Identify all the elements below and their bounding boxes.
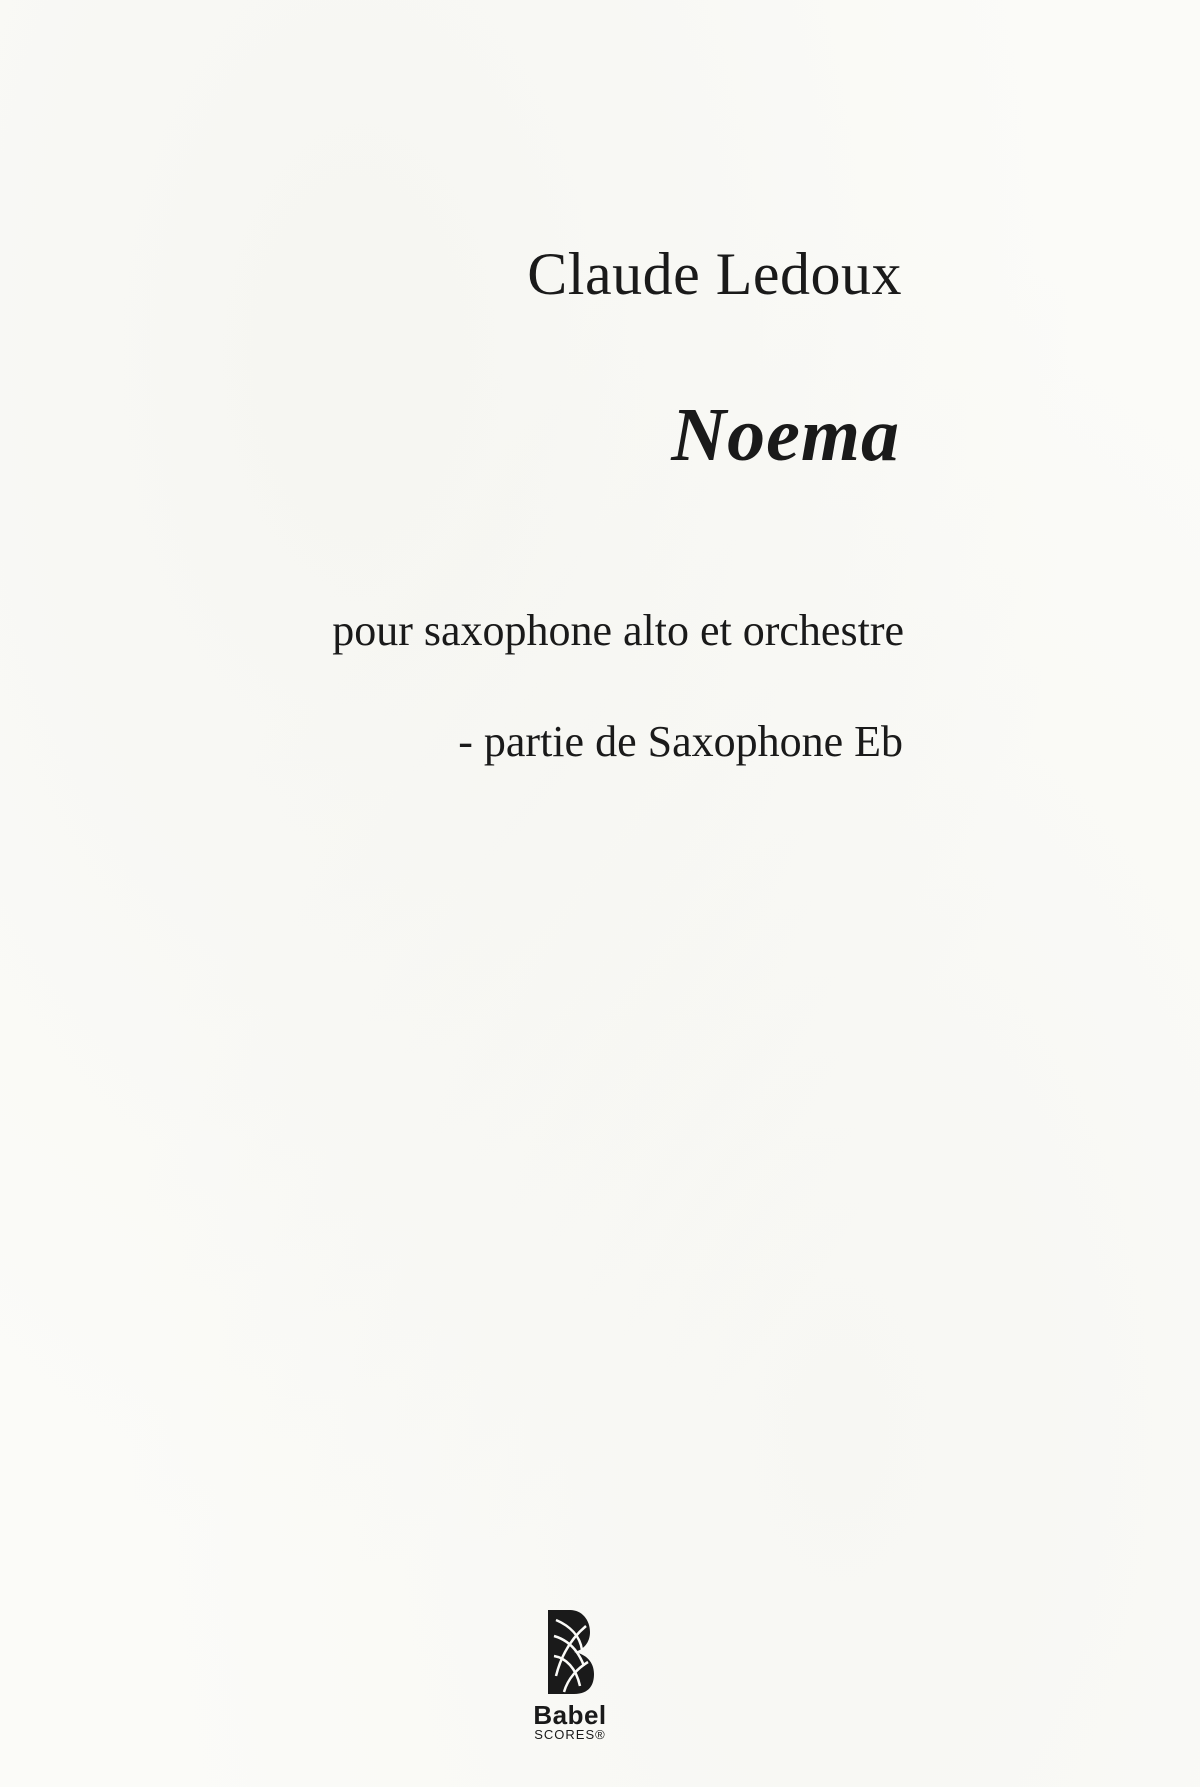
publisher-logo bbox=[520, 1606, 620, 1766]
instrumentation: pour saxophone alto et orchestre bbox=[332, 606, 904, 655]
publisher-subname: SCORES® bbox=[534, 1727, 606, 1742]
part-name: - partie de Saxophone Eb bbox=[458, 717, 903, 766]
work-title: Noema bbox=[671, 393, 900, 477]
babel-b-icon bbox=[544, 1606, 596, 1698]
composer-name: Claude Ledoux bbox=[527, 241, 902, 307]
publisher-name: Babel bbox=[533, 1700, 607, 1730]
